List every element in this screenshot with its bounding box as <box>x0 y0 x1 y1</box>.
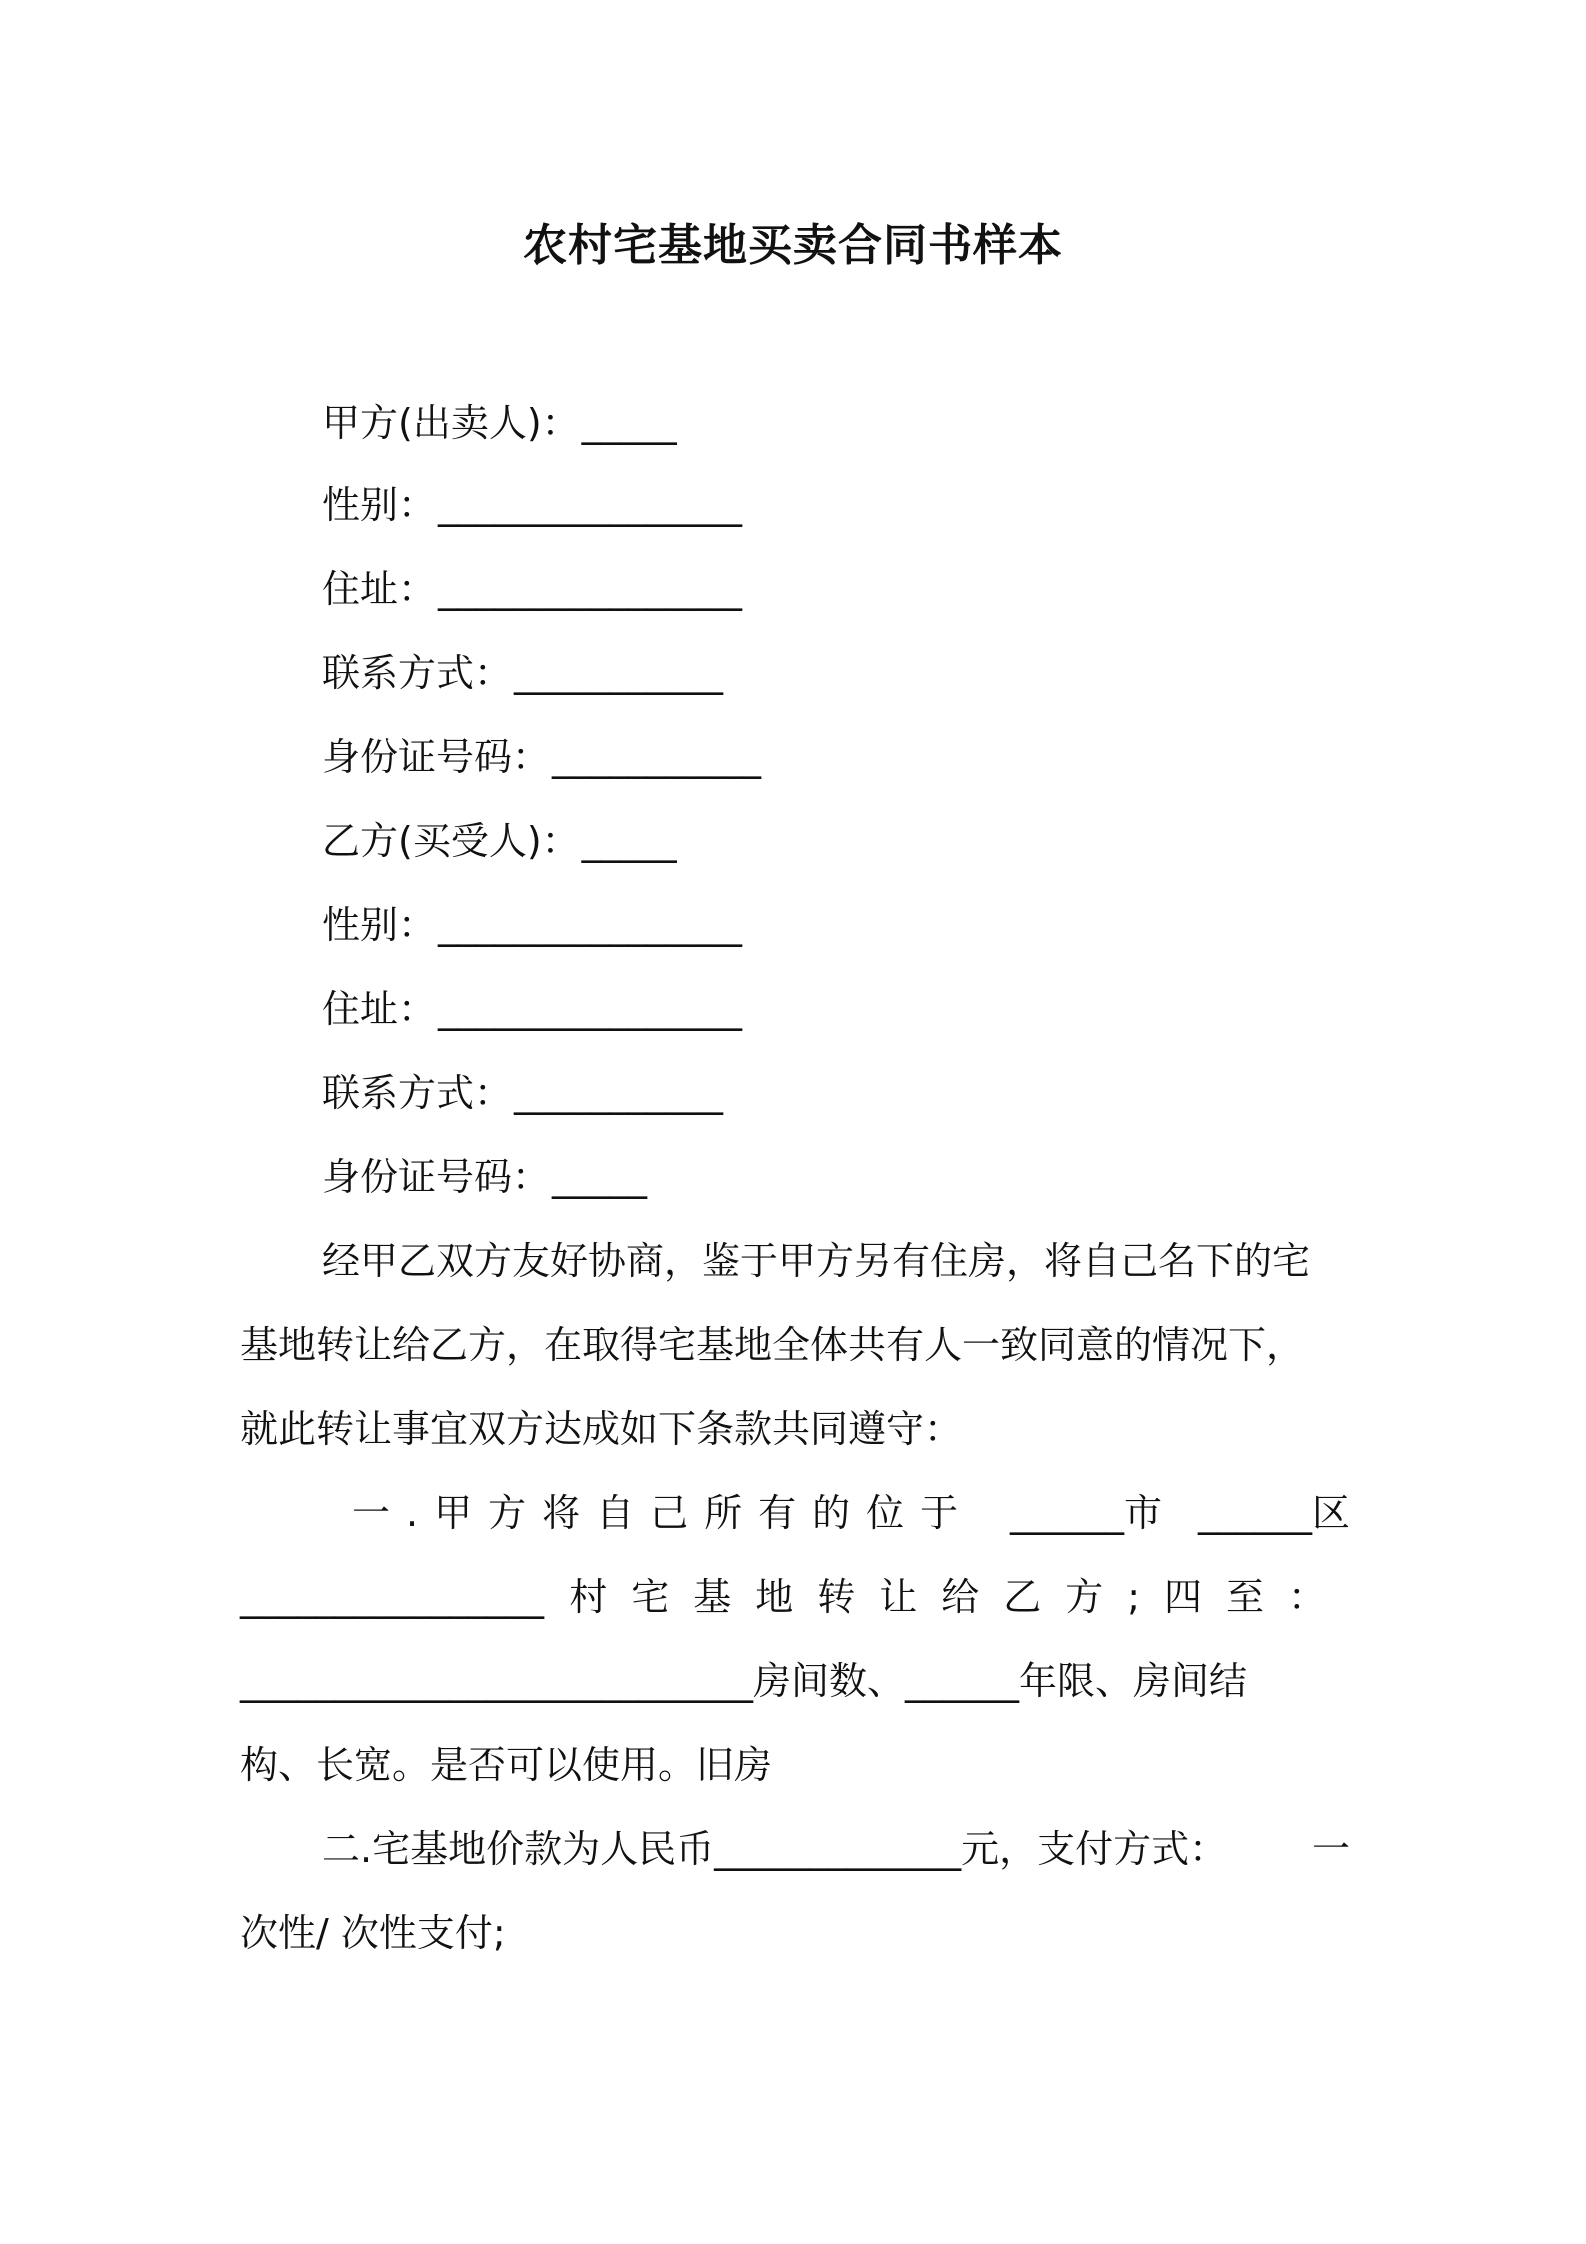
clause-1-district-label: 区 <box>1311 1491 1350 1535</box>
party-b-gender-blank: ________________ <box>438 903 743 947</box>
party-b-id-blank: _____ <box>552 1155 648 1199</box>
party-b-address-blank: ________________ <box>438 987 743 1031</box>
clause-1-line-3 <box>240 1654 1350 1708</box>
clause-1-transfer-text: 村宅基地转让给乙方;四至： <box>569 1575 1350 1619</box>
party-b-gender-label: 性别： <box>322 903 437 947</box>
party-b-heading-row <box>322 814 677 868</box>
clause-1-city-label: 市 <box>1124 1491 1163 1535</box>
party-b-id-label: 身份证号码： <box>322 1155 551 1199</box>
clause-1-lead: 一.甲方将自己所有的位于 <box>352 1491 975 1535</box>
party-a-contact-blank: ___________ <box>514 651 724 695</box>
party-a-heading: 甲方(出卖人)： <box>322 401 580 445</box>
clause-2-line-end: 一 <box>1311 1827 1350 1871</box>
party-a-address-blank: ________________ <box>438 567 743 611</box>
clause-1-district-group <box>1198 1486 1350 1540</box>
clause-1-district-blank: ______ <box>1197 1491 1312 1535</box>
party-b-address-row <box>322 982 742 1036</box>
party-b-contact-blank: ___________ <box>514 1071 724 1115</box>
clause-1-line-1 <box>352 1486 1350 1540</box>
party-a-id-row <box>322 730 761 784</box>
party-a-heading-row <box>322 396 677 450</box>
party-a-id-blank: ___________ <box>552 735 762 779</box>
clause-1-structure-text: 年限、房间结 <box>1019 1659 1248 1703</box>
party-b-id-row <box>322 1150 647 1204</box>
party-a-id-label: 身份证号码： <box>322 735 551 779</box>
party-b-address-label: 住址： <box>322 987 437 1031</box>
clause-2-lead: 二.宅基地价款为人民币 <box>322 1827 715 1871</box>
clause-1-line-2 <box>240 1570 1350 1624</box>
clause-1-city-group <box>1010 1486 1162 1540</box>
clause-2-line-2: 次性/ 次性支付; <box>240 1911 506 1955</box>
party-a-gender-blank: ________________ <box>438 483 743 527</box>
intro-line-3: 就此转让事宜双方达成如下条款共同遵守： <box>240 1407 963 1451</box>
intro-line-1: 经甲乙双方友好协商，鉴于甲方另有住房，将自己名下的宅 <box>322 1239 1311 1283</box>
party-b-name-blank: _____ <box>581 819 677 863</box>
party-a-gender-row <box>322 478 742 532</box>
clause-1-village-blank: ________________ <box>240 1575 544 1619</box>
clause-1-years-blank: ______ <box>905 1659 1020 1703</box>
document-title: 农村宅基地买卖合同书样本 <box>523 220 1063 271</box>
party-a-address-row <box>322 562 742 616</box>
clause-1-rooms-label: 房间数、 <box>753 1659 906 1703</box>
party-a-contact-row <box>322 646 723 700</box>
clause-2-main <box>322 1822 1227 1876</box>
clause-2-line-1 <box>322 1822 1350 1876</box>
party-b-contact-row <box>322 1066 723 1120</box>
clause-2-price-blank: _____________ <box>714 1827 962 1871</box>
party-a-name-blank: _____ <box>581 401 677 445</box>
clause-1-line-4: 构、长宽。是否可以使用。旧房 <box>240 1743 773 1787</box>
clause-1-city-blank: ______ <box>1010 1491 1125 1535</box>
party-b-gender-row <box>322 898 742 952</box>
intro-line-2: 基地转让给乙方，在取得宅基地全体共有人一致同意的情况下， <box>240 1323 1305 1367</box>
party-b-contact-label: 联系方式： <box>322 1071 513 1115</box>
party-a-contact-label: 联系方式： <box>322 651 513 695</box>
party-a-gender-label: 性别： <box>322 483 437 527</box>
party-a-address-label: 住址： <box>322 567 437 611</box>
clause-1-boundary-blank: ___________________________ <box>240 1659 753 1703</box>
party-b-heading: 乙方(买受人)： <box>322 819 580 863</box>
clause-2-payment-label: 元，支付方式： <box>961 1827 1228 1871</box>
